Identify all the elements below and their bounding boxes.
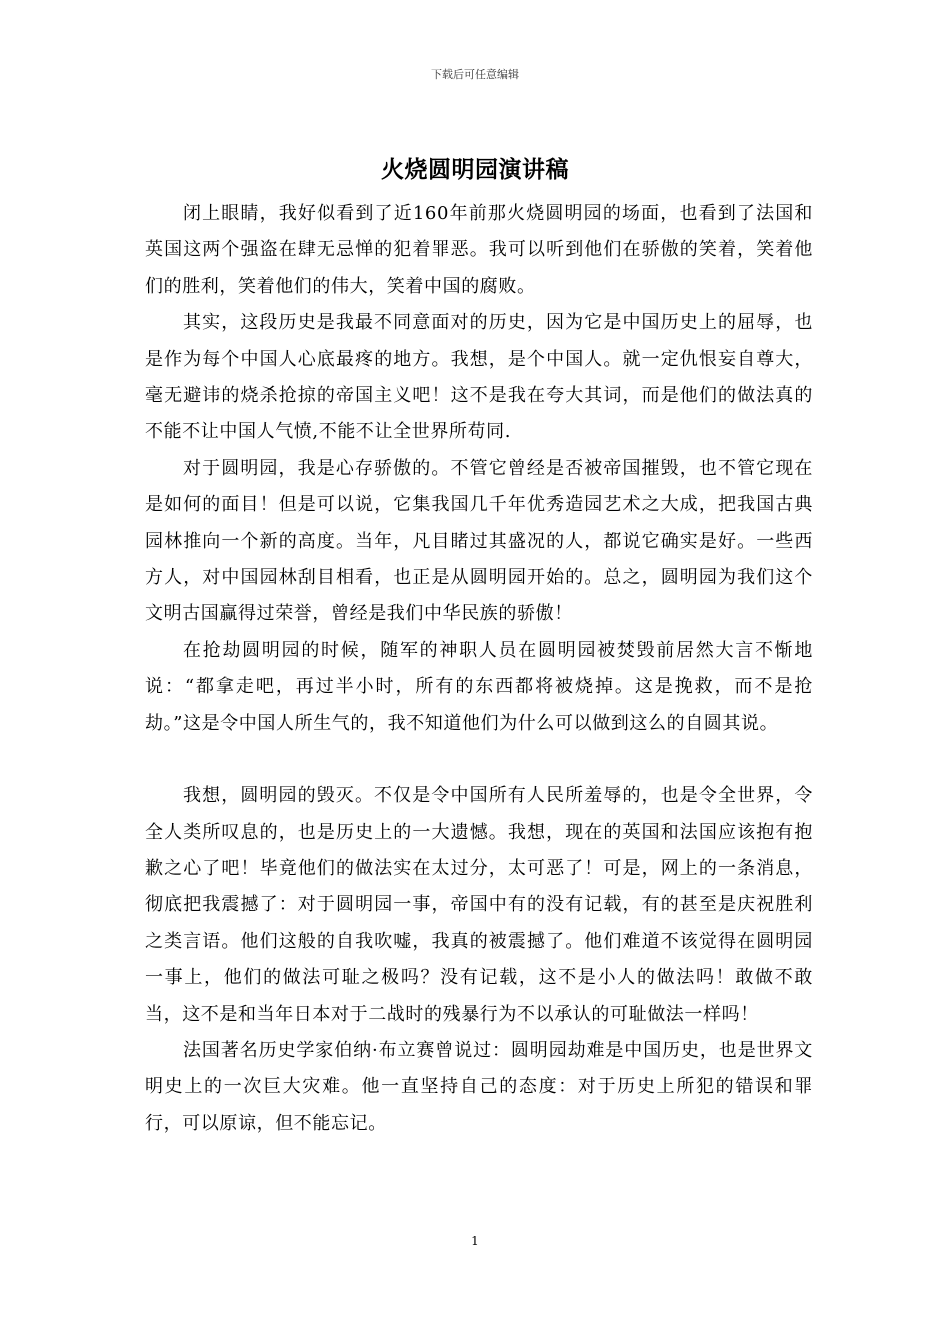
paragraph-5: 我想，圆明园的毁灭。不仅是令中国所有人民所羞辱的，也是令全世界，令全人类所叹息的，也是历史上的一大遗憾。我想，现在的英国和法国应该抱有抱歉之心了吧！毕竟他们的做法实在太过分，太可恶了！可是，网上的一条消息，彻底把我震撼了：对于圆明园一事，帝国中有的没有记载，有的甚至是庆祝胜利之类言语。他们这般的自我吹嘘，我真的被震撼了。他们难道不该觉得在圆明园一事上，他们的做法可耻之极吗？没有记载，这不是小人的做法吗！敢做不敢当，这不是和当年日本对于二战时的残暴行为不以承认的可耻做法一样吗！ xyxy=(145,785,813,1025)
paragraph-6: 法国著名历史学家伯纳·布立赛曾说过：圆明园劫难是中国历史，也是世界文明史上的一次巨大灾难。他一直坚持自己的态度：对于历史上所犯的错误和罪行，可以原谅，但不能忘记。 xyxy=(145,1039,813,1134)
paragraph-1: 闭上眼睛，我好似看到了近160年前那火烧圆明园的场面，也看到了法国和英国这两个强盗在肆无忌惮的犯着罪恶。我可以听到他们在骄傲的笑着，笑着他们的胜利，笑着他们的伟大，笑着中国的腐败。 xyxy=(145,203,813,297)
body-text xyxy=(145,196,813,1142)
document-title: 火烧圆明园演讲稿 xyxy=(381,156,569,183)
paragraph-4: 在抢劫圆明园的时候，随军的神职人员在圆明园被焚毁前居然大言不惭地说：“都拿走吧，再过半小时，所有的东西都将被烧掉。这是挽救，而不是抢劫。”这是令中国人所生气的，我不知道他们为什么可以做到这么的自圆其说。 xyxy=(145,639,813,734)
page-number: 1 xyxy=(471,1234,479,1248)
paragraph-3: 对于圆明园，我是心存骄傲的。不管它曾经是否被帝国摧毁，也不管它现在是如何的面目！但是可以说，它集我国几千年优秀造园艺术之大成，把我国古典园林推向一个新的高度。当年，凡目睹过其盛况的人，都说它确实是好。一些西方人，对中国园林刮目相看，也正是从圆明园开始的。总之，圆明园为我们这个文明古国赢得过荣誉，曾经是我们中华民族的骄傲！ xyxy=(145,457,813,625)
header-note: 下载后可任意编辑 xyxy=(431,68,519,81)
paragraph-2: 其实，这段历史是我最不同意面对的历史，因为它是中国历史上的屈辱，也是作为每个中国人心底最疼的地方。我想，是个中国人。就一定仇恨妄自尊大，毫无避讳的烧杀抢掠的帝国主义吧！这不是我在夸大其词，而是他们的做法真的不能不让中国人气愤,不能不让全世界所苟同. xyxy=(145,312,813,443)
blank-line xyxy=(145,742,813,778)
